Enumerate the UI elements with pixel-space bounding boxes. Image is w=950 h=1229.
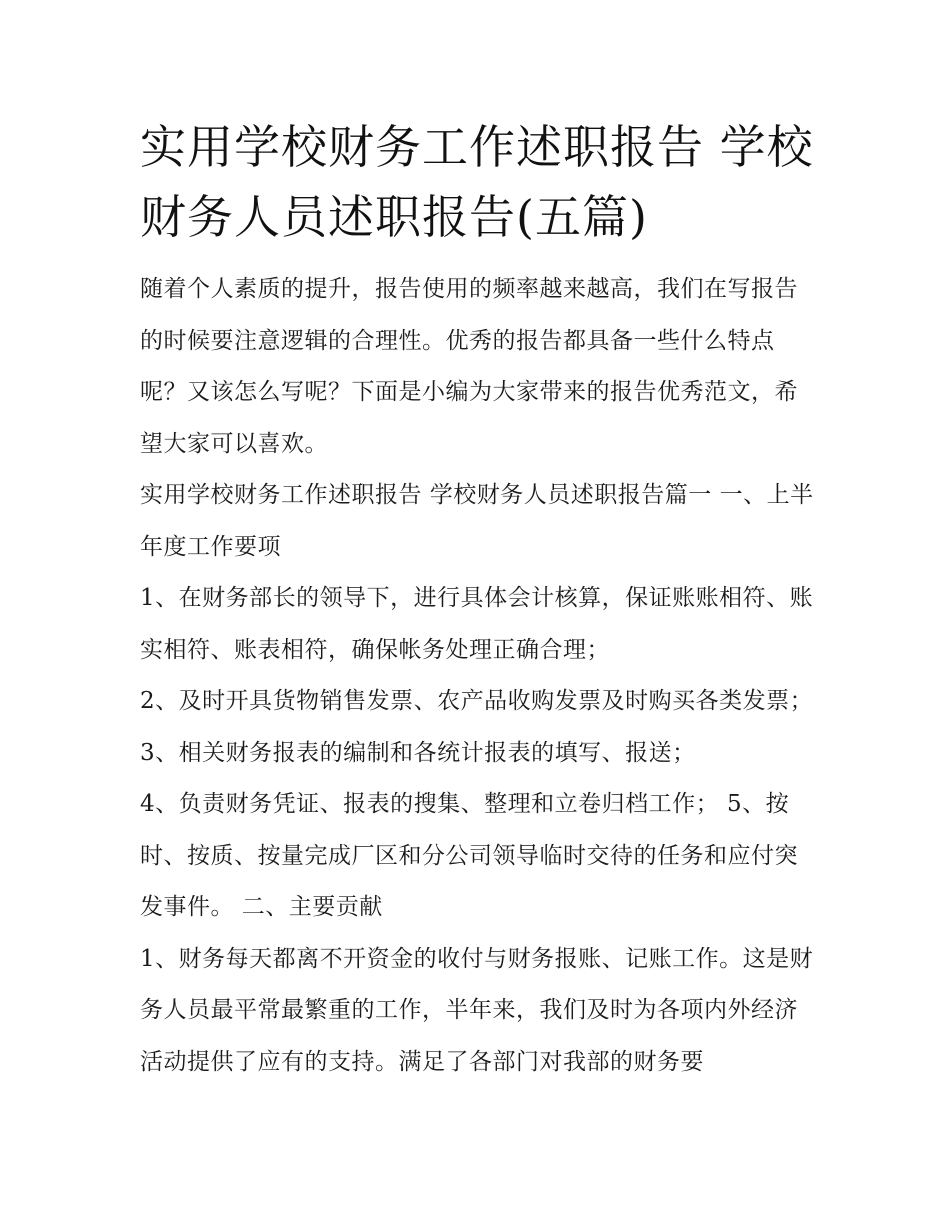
- intro-paragraph: 随着个人素质的提升，报告使用的频率越来越高，我们在写报告的时候要注意逻辑的合理性。优秀的报告都具备一些什么特点呢？又该怎么写呢？下面是小编为大家带来的报告优秀范文，希望大家可以喜欢。: [140, 276, 798, 457]
- document-title: 实用学校财务工作述职报告 学校财务人员述职报告(五篇): [140, 120, 814, 244]
- document-body: [140, 112, 820, 1088]
- duty-items-2-3: 2、及时开具货物销售发票、农产品收购发票及时购买各类发票； 3、相关财务报表的编制和各统计报表的填写、报送；: [140, 688, 814, 766]
- duty-items-4-5: 4、负责财务凭证、报表的搜集、整理和立卷归档工作； 5、按时、按质、按量完成厂区和分公司领导临时交待的任务和应付突发事件。 二、主要贡献: [140, 791, 798, 920]
- duty-item-1: 1、在财务部长的领导下，进行具体会计核算，保证账账相符、账实相符、账表相符，确保帐务处理正确合理；: [140, 585, 814, 663]
- section-heading-paragraph: 实用学校财务工作述职报告 学校财务人员述职报告篇一 一、上半年度工作要项: [140, 482, 814, 560]
- contribution-item-1: 1、财务每天都离不开资金的收付与财务报账、记账工作。这是财务人员最平常最繁重的工作，半年来，我们及时为各项内外经济活动提供了应有的支持。满足了各部门对我部的财务要: [140, 945, 814, 1075]
